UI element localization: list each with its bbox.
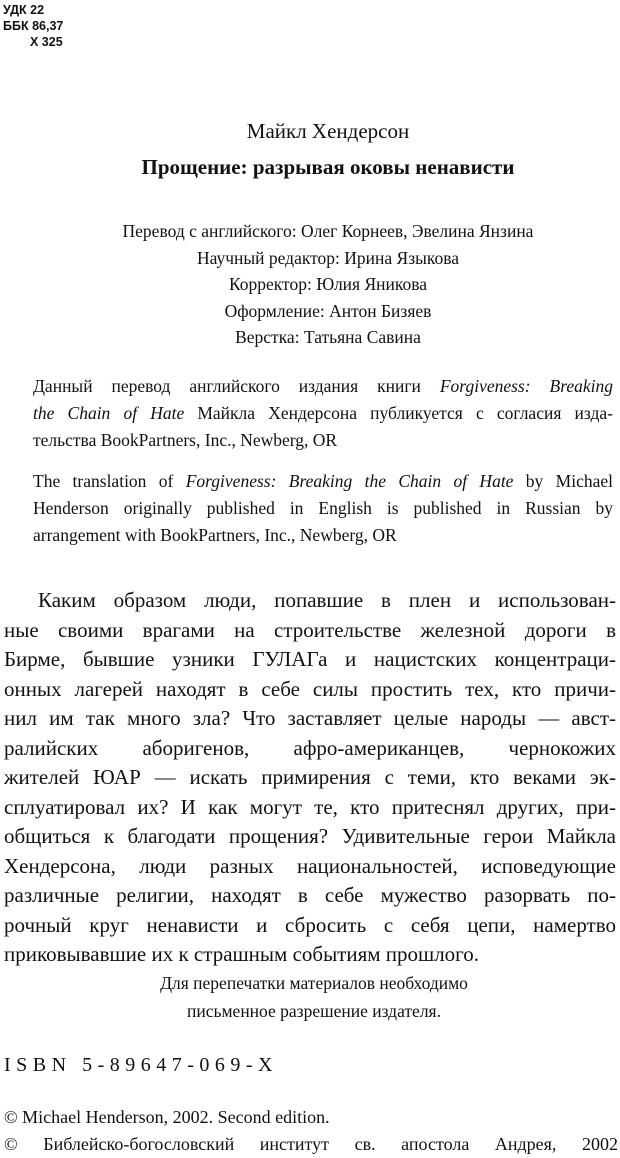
annotation-line: Хендерсона, люди разных национальностей, исповедующие [4,853,616,878]
en-note-text: by Michael [513,471,613,491]
annotation-line: ные своими врагами на строительстве железной дороги в [4,617,616,642]
reprint-notice [0,969,620,1025]
russian-rights-note [33,373,613,454]
annotation-line: сплуатировал их? И как могут те, кто притеснял других, при- [4,794,616,819]
annotation-line: рочный круг ненависти и сбросить с себя цепи, намертво [4,912,616,937]
en-note-line-2: Henderson originally published in English is published in Russian by [33,498,613,518]
ru-note-original-title: Forgiveness: Breaking [439,376,613,396]
copyright-author: © Michael Henderson, 2002. Second edition. [4,1107,330,1127]
annotation-line: онных лагерей находят в себе силы простить тех, кто причи- [4,676,616,701]
annotation-line: жителей ЮАР — искать примирения с теми, кто веками эк- [4,765,616,789]
annotation-line: Бирме, бывшие узники ГУЛАГа и нацистских концентраци- [4,647,616,671]
classification-block [3,2,63,50]
ru-note-line-3: тельства BookPartners, Inc., Newberg, OR [33,430,338,450]
annotation-line: ралийских аборигенов, афро-американцев, чернокожих [4,735,616,760]
reprint-line-1: Для перепечатки материалов необходимо [160,973,468,993]
credit-translator: Перевод с английского: Олег Корнеев, Эвелина Янзина [122,221,534,241]
annotation-line: приковывавшие их к страшным событиям прошлого. [4,942,480,966]
en-note-line-3: arrangement with BookPartners, Inc., Newberg, OR [33,525,397,545]
book-author: Майкл Хендерсон [246,119,410,143]
copyright-publisher: © Библейско-богословский институт св. апостола Андрея, 2002 [4,1134,618,1154]
annotation-line: различные религии, находят в себе мужество разорвать по- [4,883,616,907]
en-note-original-title: Forgiveness: Breaking the Chain of Hate [185,471,514,491]
copyright-block [4,1104,618,1158]
ru-note-text: Данный перевод английского издания книги [33,376,440,396]
annotation-line: нил им так много зла? Что заставляет целые народы — авст- [4,706,616,730]
credit-editor: Научный редактор: Ирина Языкова [196,247,460,268]
ru-note-text: Майкла Хендерсона публикуется с согласия изда- [184,403,613,423]
reprint-line-2: письменное разрешение издателя. [187,1001,441,1021]
credits-block [0,218,620,351]
book-title: Прощение: разрывая оковы ненависти [141,155,515,179]
bbk-code: ББК 86,37 [3,19,64,33]
udk-code: УДК 22 [3,3,45,17]
credit-proofreader: Корректор: Юлия Яникова [228,274,428,294]
ru-note-line-2 [33,400,613,427]
en-note-text: The translation of [33,471,186,491]
isbn-number: ISBN 5-89647-069-X [4,1054,278,1076]
en-note-line-1 [33,468,613,495]
credit-layout: Верстка: Татьяна Савина [235,327,421,347]
author-mark: X 325 [30,35,63,49]
book-annotation [4,586,616,970]
annotation-line: общиться к благодати прощения? Удивительные герои Майкла [4,824,616,848]
credit-design: Оформление: Антон Бизяев [224,300,432,321]
ru-note-original-title-cont: the Chain of Hate [33,403,185,423]
ru-note-line-1 [33,373,613,400]
english-rights-note [33,468,613,549]
annotation-line: Каким образом люди, попавшие в плен и использован- [38,588,616,612]
